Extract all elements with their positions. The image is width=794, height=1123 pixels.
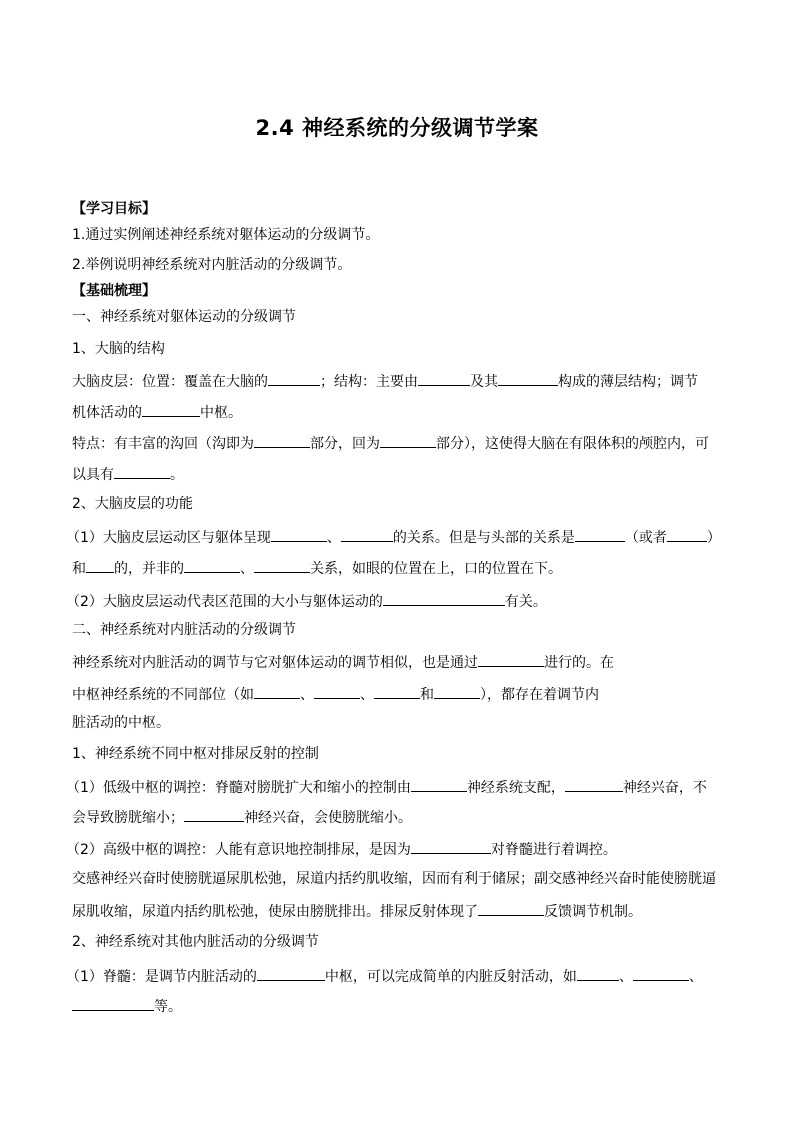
blank[interactable] (268, 370, 320, 386)
feature-line-1: 特点：有丰富的沟回（沟即为 部分，回为 部分），这使得大脑在有限体积的颅腔内，可 (72, 432, 709, 454)
part1-s1-heading: 1、大脑的结构 (72, 341, 165, 357)
urination-item-1-line-1: （1）低级中枢的调控：脊髓对膀胱扩大和缩小的控制由 神经系统支配， 神经兴奋，不 (66, 776, 707, 798)
sympathetic-text-line-2: 尿肌收缩，尿道内括约肌松弛，使尿由膀胱排出。排尿反射体现了 反馈调节机制。 (72, 900, 642, 922)
goals-heading: 【学习目标】 (72, 201, 156, 217)
spinal-item-1-line-2: 等。 (72, 995, 182, 1017)
part2-s1-heading: 1、神经系统不同中枢对排尿反射的控制 (72, 746, 319, 762)
blank[interactable] (418, 370, 470, 386)
blank[interactable] (478, 900, 544, 916)
blank[interactable] (498, 370, 558, 386)
blank[interactable] (72, 995, 154, 1011)
blank[interactable] (380, 432, 436, 448)
part2-intro-line-2: 中枢神经系统的不同部位（如 、 、 和 ），都存在着调节内 (72, 683, 599, 705)
blank[interactable] (142, 401, 200, 417)
spinal-item-1-line-1: （1）脊髓：是调节内脏活动的 中枢，可以完成简单的内脏反射活动，如 、 、 (66, 965, 703, 987)
goal-1: 1.通过实例阐述神经系统对躯体运动的分级调节。 (72, 227, 380, 243)
function-item-1-line-1: （1）大脑皮层运动区与躯体呈现 、 的关系。但是与头部的关系是 （或者 ） (66, 526, 721, 548)
blank[interactable] (434, 683, 480, 699)
part2-heading: 二、神经系统对内脏活动的分级调节 (72, 622, 296, 638)
part1-heading: 一、神经系统对躯体运动的分级调节 (72, 309, 296, 325)
blank[interactable] (254, 557, 310, 573)
blank[interactable] (383, 590, 505, 606)
goal-2: 2.举例说明神经系统对内脏活动的分级调节。 (72, 257, 352, 273)
sympathetic-text-line-1: 交感神经兴奋时使膀胱逼尿肌松弛，尿道内括约肌收缩，因而有利于储尿；副交感神经兴奋时能使膀胱逼 (72, 871, 716, 887)
part2-intro-line-3: 脏活动的中枢。 (72, 715, 170, 731)
blank[interactable] (667, 526, 707, 542)
cortex-line-1: 大脑皮层：位置：覆盖在大脑的 ；结构：主要由 及其 构成的薄层结构；调节 (72, 370, 698, 392)
blank[interactable] (478, 651, 544, 667)
blank[interactable] (254, 683, 300, 699)
urination-item-1-line-2: 会导致膀胱缩小； 神经兴奋，会使膀胱缩小。 (72, 806, 412, 828)
review-heading: 【基础梳理】 (72, 283, 156, 299)
function-item-1-line-2: 和 的，并非的 、 关系，如眼的位置在上，口的位置在下。 (72, 557, 562, 579)
blank[interactable] (565, 776, 623, 792)
blank[interactable] (257, 965, 325, 981)
blank[interactable] (184, 806, 244, 822)
blank[interactable] (254, 432, 310, 448)
blank[interactable] (411, 838, 491, 854)
cortex-line-2: 机体活动的 中枢。 (72, 401, 242, 423)
part2-intro-line-1: 神经系统对内脏活动的调节与它对躯体运动的调节相似，也是通过 进行的。在 (72, 651, 614, 673)
document-title: 2.4 神经系统的分级调节学案 (255, 116, 539, 140)
part1-s2-heading: 2、大脑皮层的功能 (72, 496, 193, 512)
urination-item-2: （2）高级中枢的调控：人能有意识地控制排尿，是因为 对脊髓进行着调控。 (66, 838, 617, 860)
function-item-2: （2）大脑皮层运动代表区范围的大小与躯体运动的 有关。 (66, 590, 547, 612)
part2-s2-heading: 2、神经系统对其他内脏活动的分级调节 (72, 934, 319, 950)
blank[interactable] (577, 965, 619, 981)
blank[interactable] (411, 776, 467, 792)
blank[interactable] (341, 526, 393, 542)
blank[interactable] (633, 965, 689, 981)
blank[interactable] (114, 463, 170, 479)
blank[interactable] (86, 557, 114, 573)
blank[interactable] (271, 526, 327, 542)
blank[interactable] (184, 557, 240, 573)
blank[interactable] (314, 683, 360, 699)
feature-line-2: 以具有 。 (72, 463, 184, 485)
blank[interactable] (374, 683, 420, 699)
blank[interactable] (575, 526, 625, 542)
